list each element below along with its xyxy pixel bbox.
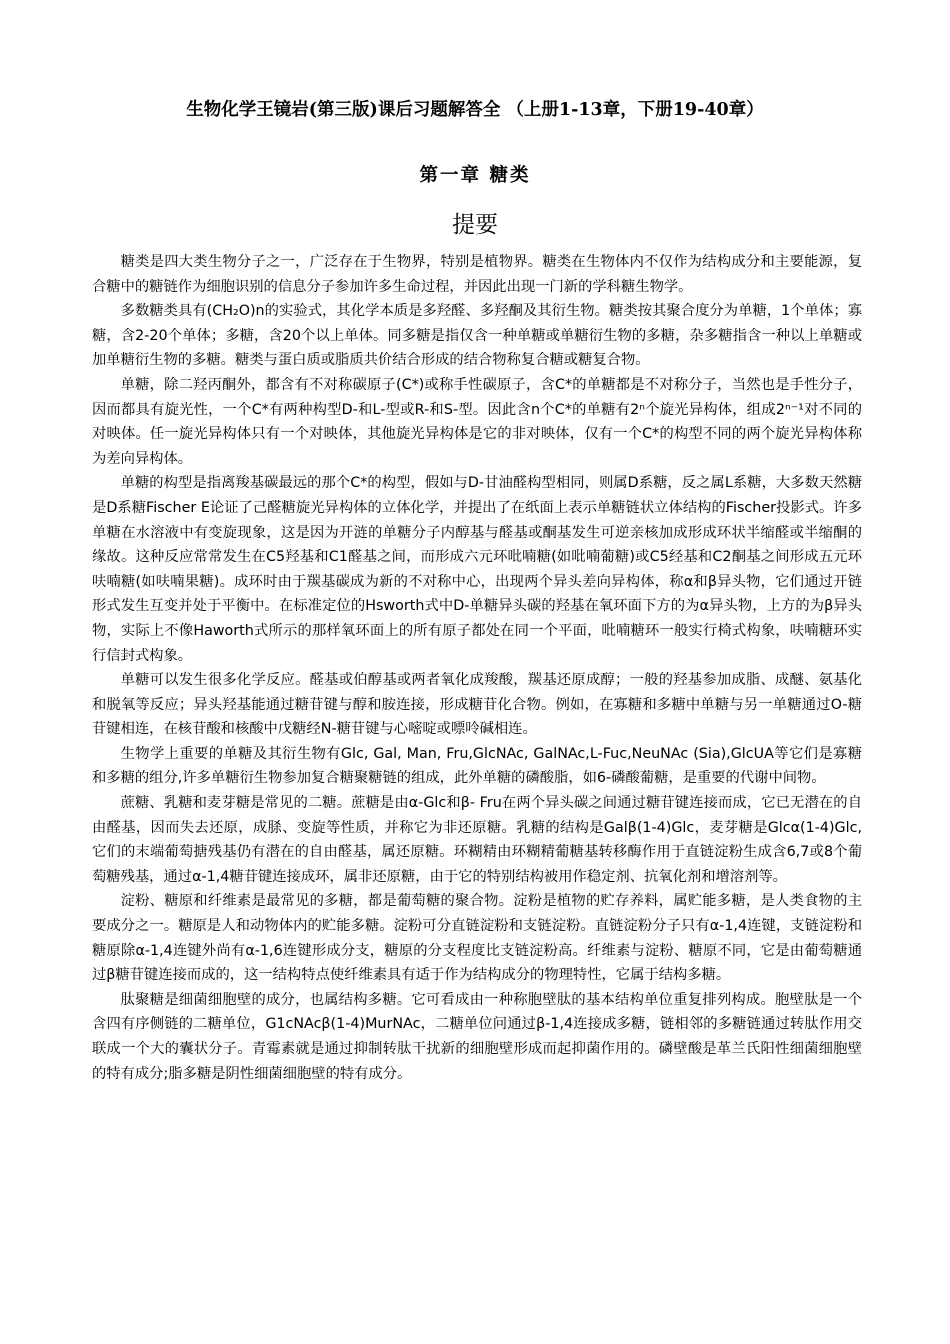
paragraph: 淀粉、糖原和纤维素是最常见的多糖，都是葡萄糖的聚合物。淀粉是植物的贮存养料，属贮能多糖，是人类食物的主要成分之一。糖原是人和动物体内的贮能多糖。淀粉可分直链淀粉和支链淀粉。直链淀粉分子只有α-1,4连键，支链淀粉和糖原除α-1,4连键外尚有α-1,6连键形成分支，糖原的分支程度比支链淀粉高。纤维素与淀粉、糖原不同，它是由葡萄糖通过β糖苷键连接而成的，这一结构特点使纤维素具有适于作为结构成分的物理特性，它属于结构多糖。 [92,893,862,984]
paragraph: 蔗糖、乳糖和麦芽糖是常见的二糖。蔗糖是由α-Glc和β- Fru在两个异头碳之间通过糖苷键连接而成，它已无潜在的自由醛基，因而失去还原，成脎、变旋等性质，并称它为非还原糖。乳糖的结构是Galβ(1-4)Glc，麦芽糖是Glcα(1-4)Glc,它们的末端葡萄搪残基仍有潜在的自由醛基，属还原糖。环糊精由环糊精葡糖基转移酶作用于直链淀粉生成含6,7或8个葡萄糖残基，通过α-1,4糖苷键连接成环，属非还原糖，由于它的特别结构被用作稳定剂、抗氧化剂和增溶剂等。 [92,795,862,885]
paragraph: 单糖，除二羟丙酮外，都含有不对称碳原子(C*)或称手性碳原子，含C*的单糖都是不对称分子，当然也是手性分子，因而都具有旋光性，一个C*有两种构型D-和L-型或R-和S-型。因此含n个C*的单糖有2ⁿ个旋光异构体，组成2ⁿ⁻¹对不同的对映体。任一旋光异构体只有一个对映体，其他旋光异构体是它的非对映体，仅有一个C*的构型不同的两个旋光异构体称为差向异构体。 [92,376,862,467]
section-heading: 提要 [452,212,498,238]
paragraph: 糖类是四大类生物分子之一，广泛存在于生物界，特别是植物界。糖类在生物体内不仅作为结构成分和主要能源，复合糖中的糖链作为细胞识别的信息分子参加许多生命过程，并因此出现一门新的学科糖生物学。 [92,254,862,295]
paragraph: 生物学上重要的单糖及其衍生物有Glc, Gal, Man, Fru,GlcNAc, GalNAc,L-Fuc,NeuNAc (Sia),GlcUA等它们是寡糖和多糖的组分,许多单糖衍生物参加复合糖聚糖链的组成，此外单糖的磷酸脂，如6-磷酸葡糖，是重要的代谢中间物。 [92,745,862,787]
chapter-heading: 第一章 糖类 [419,165,531,186]
paragraph: 单糖的构型是指离羧基碳最远的那个C*的构型，假如与D-甘油醛构型相同，则属D系糖，反之属L系糖，大多数天然糖是D系糖Fischer E论证了己醛糖旋光异构体的立体化学，并提出了在纸面上表示单糖链状立体结构的Fischer投影式。许多单糖在水溶液中有变旋现象，这是因为开涟的单糖分子内醇基与醛基或酮基发生可逆亲核加成形成环状半缩醛或半缩酮的缘故。这种反应常常发生在C5羟基和C1醛基之间，而形成六元环吡喃糖(如吡喃葡糖)或C5经基和C2酮基之间形成五元环呋喃糖(如呋喃果糖)。成环时由于羰基碳成为新的不对称中心，出现两个异头差向异构体，称α和β异头物，它们通过开链形式发生互变并处于平衡中。在标准定位的Hsworth式中D-单糖异头碳的羟基在氧环面下方的为α异头物，上方的为β异头物，实际上不像Haworth式所示的那样氧环面上的所有原子都处在同一个平面，吡喃糖环一般实行椅式构象，呋喃糖环实行信封式构象。 [92,475,862,664]
paragraph: 单糖可以发生很多化学反应。醛基或伯醇基或两者氧化成羧酸，羰基还原成醇；一般的羟基参加成脂、成醚、氨基化和脱氧等反应；异头羟基能通过糖苷键与醇和胺连接，形成糖苷化合物。例如，在寡糖和多糖中单糖与另一单糖通过O-糖苷键相连，在核苷酸和核酸中戊糖经N-糖苷键与心嘧啶或嘌呤碱相连。 [92,672,862,738]
body-text [92,250,862,1086]
paragraph: 多数糖类具有(CH₂O)n的实验式，其化学本质是多羟醛、多羟酮及其衍生物。糖类按其聚合度分为单糖，1个单体；寡糖，含2-20个单体；多糖，含20个以上单体。同多糖是指仅含一种单糖或单糖衍生物的多糖，杂多糖指含一种以上单糖或加单糖衍生物的多糖。糖类与蛋白质或脂质共价结合形成的结合物称复合糖或糖复合物。 [92,303,862,369]
document-title: 生物化学王镜岩(第三版)课后习题解答全 （上册1-13章，下册19-40章） [186,100,764,120]
paragraph: 肽聚糖是细菌细胞壁的成分，也属结构多糖。它可看成由一种称胞壁肽的基本结构单位重复排列构成。胞壁肽是一个含四有序侧链的二糖单位，G1cNAcβ(1-4)MurNAc，二糖单位问通过β-1,4连接成多糖，链相邻的多糖链通过转肽作用交联成一个大的囊状分子。青霉素就是通过抑制转肽干扰新的细胞壁形成而起抑菌作用的。磷壁酸是革兰氏阳性细菌细胞壁的特有成分;脂多糖是阴性细菌细胞壁的特有成分。 [92,991,862,1082]
